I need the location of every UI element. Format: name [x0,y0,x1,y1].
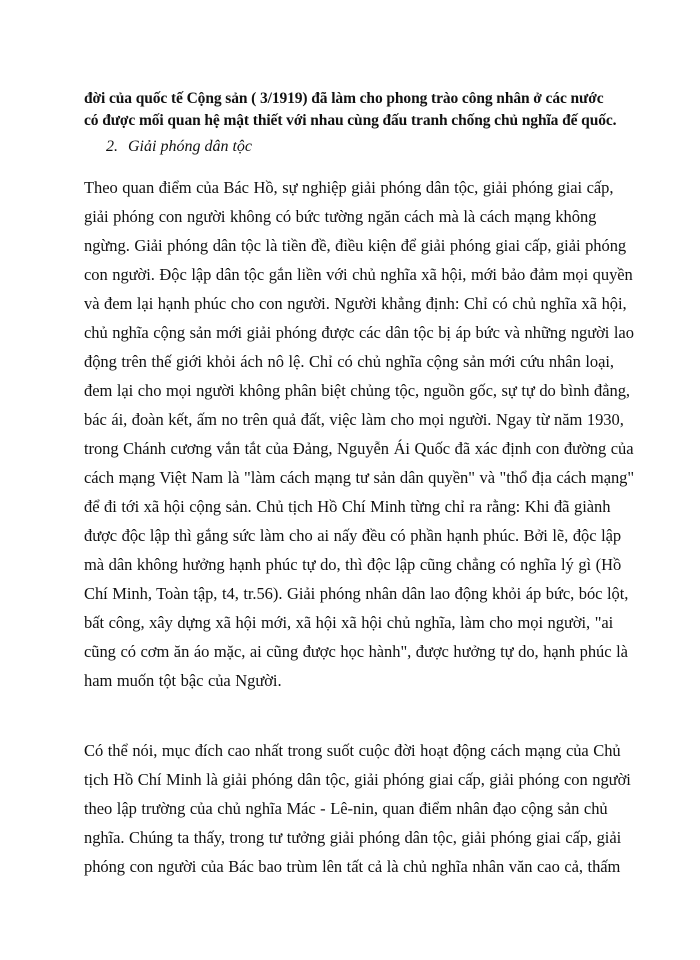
text-line: tịch Hồ Chí Minh là giải phóng dân tộc, giải phóng giai cấp, giải phóng con người [84,770,631,789]
text-line: để đi tới xã hội cộng sản. Chủ tịch Hồ Chí Minh từng chỉ ra rằng: Khi đã giành [84,497,611,516]
section-heading [106,136,252,158]
text-line: chủ nghĩa cộng sản mới giải phóng được các dân tộc bị áp bức và những người lao [84,323,634,342]
text-line: Theo quan điểm của Bác Hồ, sự nghiệp giải phóng dân tộc, giải phóng giai cấp, [84,178,614,197]
section-number: 2. [106,138,118,155]
text-line: ham muốn tột bậc của Người. [84,671,282,690]
text-line: cách mạng Việt Nam là "làm cách mạng tư sản dân quyền" và "thổ địa cách mạng" [84,468,635,487]
text-line: mà dân không hưởng hạnh phúc tự do, thì độc lập cũng chẳng có nghĩa lý gì (Hồ [84,555,622,574]
body-paragraph-1 [84,173,636,695]
text-line: Có thể nói, mục đích cao nhất trong suốt cuộc đời hoạt động cách mạng của Chủ [84,741,621,760]
body-paragraph-2 [84,736,636,881]
text-line: trong Chánh cương vắn tắt của Đảng, Nguyễn Ái Quốc đã xác định con đường của [84,439,634,458]
text-line: bất công, xây dựng xã hội mới, xã hội xã hội chủ nghĩa, làm cho mọi người, "ai [84,613,614,632]
text-line: bác ái, đoàn kết, ấm no trên quả đất, việc làm cho mọi người. Ngay từ năm 1930, [84,410,624,429]
text-line: cũng có cơm ăn áo mặc, ai cũng được học hành", được hưởng tự do, hạnh phúc là [84,642,628,661]
section-title: Giải phóng dân tộc [128,138,252,155]
text-line: Chí Minh, Toàn tập, t4, tr.56). Giải phóng nhân dân lao động khỏi áp bức, bóc lột, [84,584,629,603]
top-paragraph [84,88,624,132]
text-line: đời của quốc tế Cộng sản ( 3/1919) đã làm cho phong trào công nhân ở các nước [84,90,604,107]
text-line: được độc lập thì gắng sức làm cho ai nấy đều có phần hạnh phúc. Bởi lẽ, độc lập [84,526,622,545]
text-line: con người. Độc lập dân tộc gắn liền với chủ nghĩa xã hội, mới bảo đảm mọi quyền [84,265,633,284]
text-line: giải phóng con người không có bức tường ngăn cách mà là cách mạng không [84,207,597,226]
text-line: phóng con người của Bác bao trùm lên tất cả là chủ nghĩa nhân văn cao cả, thấm [84,857,621,876]
text-line: theo lập trường của chủ nghĩa Mác - Lê-nin, quan điểm nhân đạo cộng sản chủ [84,799,608,818]
text-line: đem lại cho mọi người không phân biệt chủng tộc, nguồn gốc, sự tự do bình đẳng, [84,381,630,400]
text-line: động trên thế giới khỏi ách nô lệ. Chỉ có chủ nghĩa cộng sản mới cứu nhân loại, [84,352,614,371]
text-line: và đem lại hạnh phúc cho con người. Người khẳng định: Chỉ có chủ nghĩa xã hội, [84,294,627,313]
text-line: ngừng. Giải phóng dân tộc là tiền đề, điều kiện để giải phóng giai cấp, giải phóng [84,236,627,255]
text-line: có được mối quan hệ mật thiết với nhau cùng đấu tranh chống chủ nghĩa đế quốc. [84,112,617,129]
text-line: nghĩa. Chúng ta thấy, trong tư tưởng giải phóng dân tộc, giải phóng giai cấp, giải [84,828,622,847]
